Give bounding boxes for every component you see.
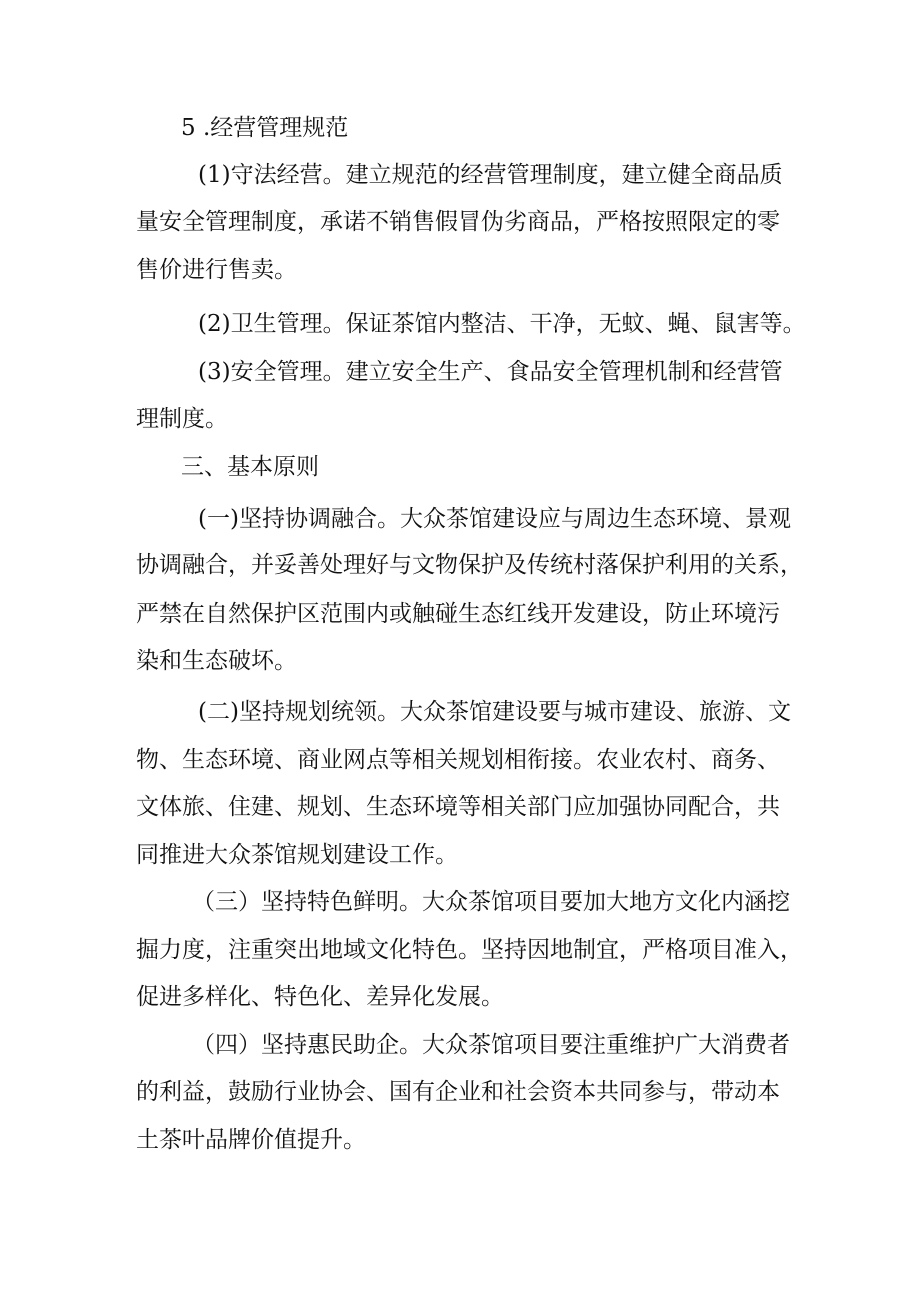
item-3-line-1: (3)安全管理。建立安全生产、食品安全管理机制和经营管 xyxy=(198,359,783,385)
item-2-line-1: (2)卫生管理。保证茶馆内整洁、干净，无蚊、蝇、鼠害等。 xyxy=(198,311,806,337)
item-1-line-3: 售价进行售卖。 xyxy=(136,257,297,283)
principle-4-line-2: 的利益，鼓励行业协会、国有企业和社会资本共同参与，带动本 xyxy=(136,1079,780,1105)
principle-2-line-4: 同推进大众茶馆规划建设工作。 xyxy=(136,842,458,868)
principle-1-line-3: 严禁在自然保护区范围内或触碰生态红线开发建设，防止环境污 xyxy=(136,601,780,627)
principle-2-line-3: 文体旅、住建、规划、生态环境等相关部门应加强协同配合，共 xyxy=(136,794,780,820)
principle-4-line-3: 土茶叶品牌价值提升。 xyxy=(136,1127,366,1153)
principle-1-line-1: (一)坚持协调融合。大众茶馆建设应与周边生态环境、景观 xyxy=(198,506,791,532)
heading-5: 5 .经营管理规范 xyxy=(181,115,349,141)
principle-2-line-2: 物、生态环境、商业网点等相关规划相衔接。农业农村、商务、 xyxy=(136,747,780,773)
item-3-line-2: 理制度。 xyxy=(136,406,228,432)
principle-1-line-2: 协调融合，并妥善处理好与文物保护及传统村落保护利用的关系， xyxy=(136,552,803,578)
principle-3-line-1: （三）坚持特色鲜明。大众茶馆项目要加大地方文化内涵挖 xyxy=(192,889,790,915)
section-3-title: 三、基本原则 xyxy=(181,454,319,480)
principle-1-line-4: 染和生态破坏。 xyxy=(136,648,297,674)
principle-4-line-1: （四）坚持惠民助企。大众茶馆项目要注重维护广大消费者 xyxy=(192,1032,790,1058)
principle-3-line-2: 掘力度，注重突出地域文化特色。坚持因地制宜，严格项目准入， xyxy=(136,937,803,963)
item-1-line-1: (1)守法经营。建立规范的经营管理制度，建立健全商品质 xyxy=(198,162,783,188)
item-1-line-2: 量安全管理制度，承诺不销售假冒伪劣商品，严格按照限定的零 xyxy=(136,209,780,235)
principle-2-line-1: (二)坚持规划统领。大众茶馆建设要与城市建设、旅游、文 xyxy=(198,699,791,725)
principle-3-line-3: 促进多样化、特色化、差异化发展。 xyxy=(136,984,504,1010)
